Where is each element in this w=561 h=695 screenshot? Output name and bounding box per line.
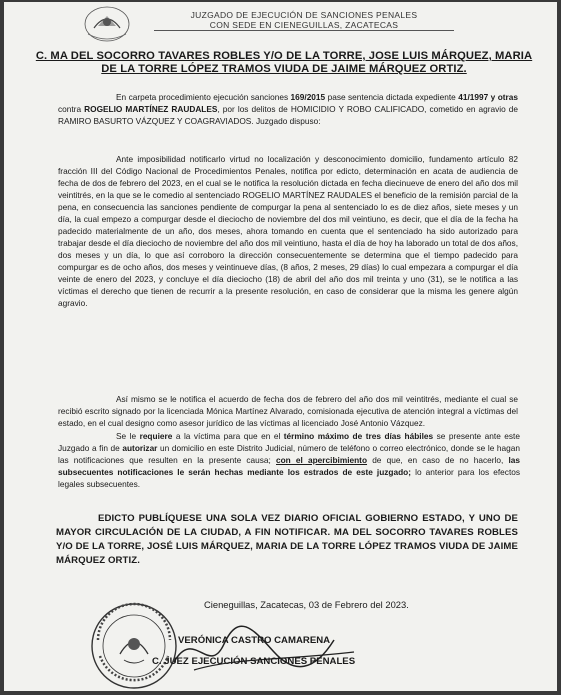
p4-text-f: lo anterior para los efectos legales subsecuentes. <box>58 467 521 489</box>
autorizar-word: autorizar <box>122 443 158 453</box>
carpeta-number: 169/2015 <box>290 92 326 102</box>
paragraph-carpeta <box>58 91 518 127</box>
p1-text-d: , por los delitos de HOMICIDIO Y ROBO CALIFICADO, cometido en agravio de RAMIRO BASURTO VÁZQUEZ Y COAGRAVIADOS. Juzgado dispuso: <box>58 104 518 126</box>
requiere-word: requiere <box>139 431 173 441</box>
p4-text-c: se presente ante este Juzgado a fin de <box>58 431 520 453</box>
signer-name: VERÓNICA CASTRO CAMARENA <box>178 635 331 646</box>
addressee-title: C. MA DEL SOCORRO TAVARES ROBLES Y/O DE LA TORRE, JOSE LUIS MÁRQUEZ, MARIA DE LA TORRE LÓPEZ TRAMOS VIUDA DE JAIME MÁRQUEZ ORTIZ. <box>35 50 533 75</box>
sentenced-name: ROGELIO MARTÍNEZ RAUDALES <box>84 104 218 114</box>
paragraph-edicto <box>56 512 518 568</box>
apercibimiento-phrase: con el apercibimiento <box>276 455 368 465</box>
p4-text-e: de que, en caso de no hacerlo, <box>367 455 509 465</box>
p1-text-b: pase sentencia dictada expediente <box>325 92 459 102</box>
p5-text: EDICTO PUBLÍQUESE UNA SOLA VEZ DIARIO OFICIAL GOBIERNO ESTADO, Y UNO DE MAYOR CIRCULACIÓN DE LA CIUDAD, A FIN NOTIFICAR. MA DEL SOCORRO TAVARES ROBLES Y/O DE LA TORRE, JOSÉ LUIS MÁRQUEZ, MARIA DE LA TORRE LÓPEZ TRAMOS VIUDA DE JAIME MÁRQUEZ ORTIZ. <box>56 513 518 566</box>
p1-text-c: contra <box>58 104 85 114</box>
p4-text-a: Se le <box>116 431 140 441</box>
signer-role: C. JUEZ EJECUCIÓN SANCIONES PENALES <box>152 656 356 667</box>
paragraph-requerimiento <box>58 430 520 490</box>
handwritten-signature <box>164 622 364 680</box>
court-seal-icon <box>74 4 140 44</box>
p1-text-a: En carpeta procedimiento ejecución sanciones <box>116 92 291 102</box>
p4-text-b: a la víctima para que en el <box>172 431 284 441</box>
court-header-line2: CON SEDE EN CIENEGUILLAS, ZACATECAS <box>209 20 399 30</box>
place-date: Cieneguillas, Zacatecas, 03 de Febrero del 2023. <box>204 599 409 610</box>
p3-text: Así mismo se le notifica el acuerdo de fecha dos de febrero del año dos mil veintitrés, mediante el cual se recibió escrito signado por la licenciada Mónica Martínez Alvarado, comisionada ejecutiva de atención integral a víctimas del estado, en el cual designo como asesor jurídico de las víctimas al licenciado José Antonio Vázquez. <box>58 394 518 428</box>
termino-phrase: término máximo de tres días hábiles <box>283 431 434 441</box>
expediente-number: 41/1997 y otras <box>458 92 518 102</box>
court-header-line1: JUZGADO DE EJECUCIÓN DE SANCIONES PENALES <box>190 10 418 20</box>
p4-text-d: un domicilio en este Distrito Judicial, número de teléfono o correo electrónico, donde se le hagan las notificaciones que resulten en la presente causa; <box>58 443 520 465</box>
paragraph-notification <box>58 153 518 309</box>
document-page <box>4 2 557 691</box>
paragraph-acuerdo <box>58 393 518 429</box>
court-header <box>154 10 454 31</box>
p2-text: Ante imposibilidad notificarlo virtud no localización y desconocimiento domicilio, fundamento artículo 82 fracción III del Código Nacional de Procedimientos Penales, notifica por edicto, determinación en acata de audiencia de fecha de dos de febrero del 2023, en el cual se le notifica la resolución dictada en fecha diecinueve de enero del año dos mil veintitrés, en la que se le comedio al sentenciado ROGELIO MARTÍNEZ RAUDALES el beneficio de la remisión parcial de la pena, en consecuencia las sanciones pendiente de compurgar la pena al sentenciado lo es de diez años, siete meses y un día, la cual empezo a compurgar desde el dieciocho de noviembre del dos mil veintiuno, es decir, que el día de la fecha ha padecido materialmente de un año, dos meses, ahora tomando en cuenta que el sentenciado ha sido autorizado para trabajar desde el día dieciocho de noviembre del año dos mil veintiuno, hasta el día de hoy ha laborado un total de dos años, dos meses y un día, lo que así corroboro la dirección consecuentemente se determina que el tiempo padecido para compurgar es de ocho años, dos meses y veintinueve días, (8 años, 2 meses, 29 días) lo cual empezara a compurgar el día veinte de enero del 2023, y concluye el día dieciocho (18) de abril del año dos mil treinta y uno (31), se le notifica a las víctimas el derecho que tienen de recurrir a la presente resolución, en caso de considerar que la misma les genere algún agravio. <box>58 154 518 308</box>
subsecuentes-phrase: las subsecuentes notificaciones le serán hechas mediante los estrados de este juzgado; <box>58 455 521 477</box>
